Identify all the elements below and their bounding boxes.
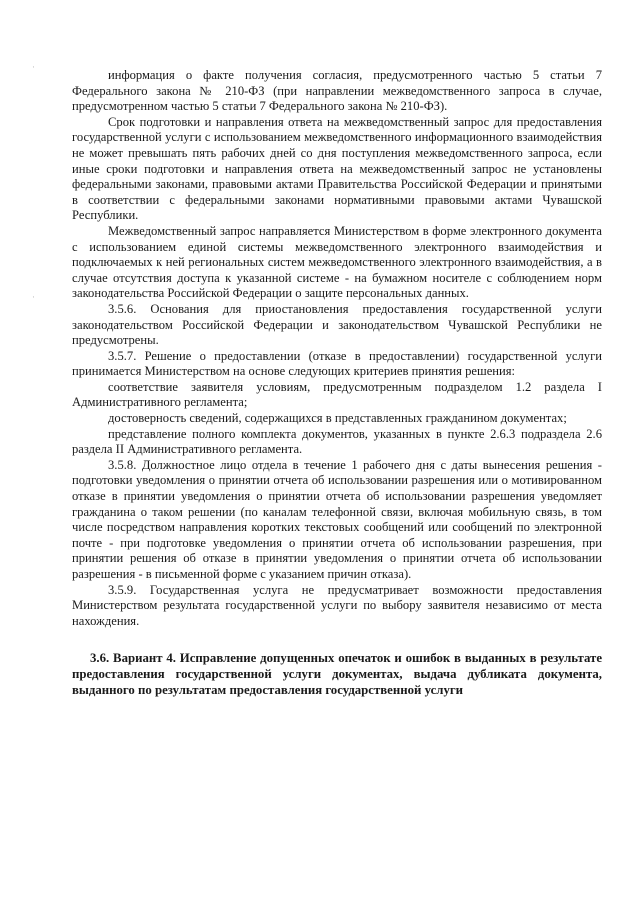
paragraph-interagency-request: Межведомственный запрос направляется Министерством в форме электронного документа с использованием единой системы межведомственного электронного взаимодействия и подключаемых к ней региональных систем межведомственного электронного взаимодействия, а в случае отсутствия доступа к указанной системе - на бумажном носителе с соблюдением норм законодательства Российской Федерации о защите персональных данных. [72, 223, 602, 301]
paragraph-3-5-6: 3.5.6. Основания для приостановления предоставления государственной услуги законодательством Российской Федерации и законодательством Чувашской Республики не предусмотрены. [72, 301, 602, 348]
document-body [72, 68, 602, 629]
criterion-applicant-conditions: соответствие заявителя условиям, предусмотренным подразделом 1.2 раздела I Административного регламента; [72, 379, 602, 410]
paragraph-3-5-8: 3.5.8. Должностное лицо отдела в течение 1 рабочего дня с даты вынесения решения - подготовки уведомления о принятии отчета об использовании разрешения или о мотивированном отказе в принятии уведомления о принятии отчета об использовании разрешения уведомляет гражданина о таком решении (по каналам телефонной связи, включая мобильную связь, в том числе посредством направления коротких текстовых сообщений или сообщений по электронной почте - при подготовке уведомления о принятии отчета об использовании разрешения, при принятии решения об отказе в принятии уведомления о принятии отчета об использовании разрешения - в письменной форме с указанием причин отказа). [72, 457, 602, 581]
paragraph-consent-info: информация о факте получения согласия, предусмотренного частью 5 статьи 7 Федерального закона № 210-ФЗ (при направлении межведомственного запроса в случае, предусмотренном частью 5 статьи 7 Федерального закона № 210-ФЗ). [72, 68, 602, 114]
paragraph-response-deadline: Срок подготовки и направления ответа на межведомственный запрос для предоставления государственной услуги с использованием межведомственного информационного взаимодействия не может превышать пять рабочих дней со дня поступления межведомственного запроса, если иные сроки подготовки и направления ответа на межведомственный запрос не установлены федеральными законами, правовыми актами Правительства Российской Федерации и принятыми в соответствии с федеральными законами нормативными правовыми актами Чувашской Республики. [72, 114, 602, 223]
section-heading-3-6: 3.6. Вариант 4. Исправление допущенных опечаток и ошибок в выданных в результате предоставления государственной услуги документах, выдача дубликата документа, выданного по результатам предоставления государственной услуги [72, 651, 602, 697]
scan-margin-mark: · [32, 292, 35, 302]
paragraph-3-5-7: 3.5.7. Решение о предоставлении (отказе в предоставлении) государственной услуги принимается Министерством на основе следующих критериев принятия решения: [72, 348, 602, 379]
paragraph-3-5-9: 3.5.9. Государственная услуга не предусматривает возможности предоставления Министерством результата государственной услуги по выбору заявителя независимо от места нахождения. [72, 582, 602, 628]
criterion-data-reliability: достоверность сведений, содержащихся в представленных гражданином документах; [108, 411, 567, 426]
scan-margin-mark: · [32, 62, 35, 72]
criterion-complete-documents: представление полного комплекта документов, указанных в пункте 2.6.3 подраздела 2.6 раздела II Административного регламента. [72, 426, 602, 457]
